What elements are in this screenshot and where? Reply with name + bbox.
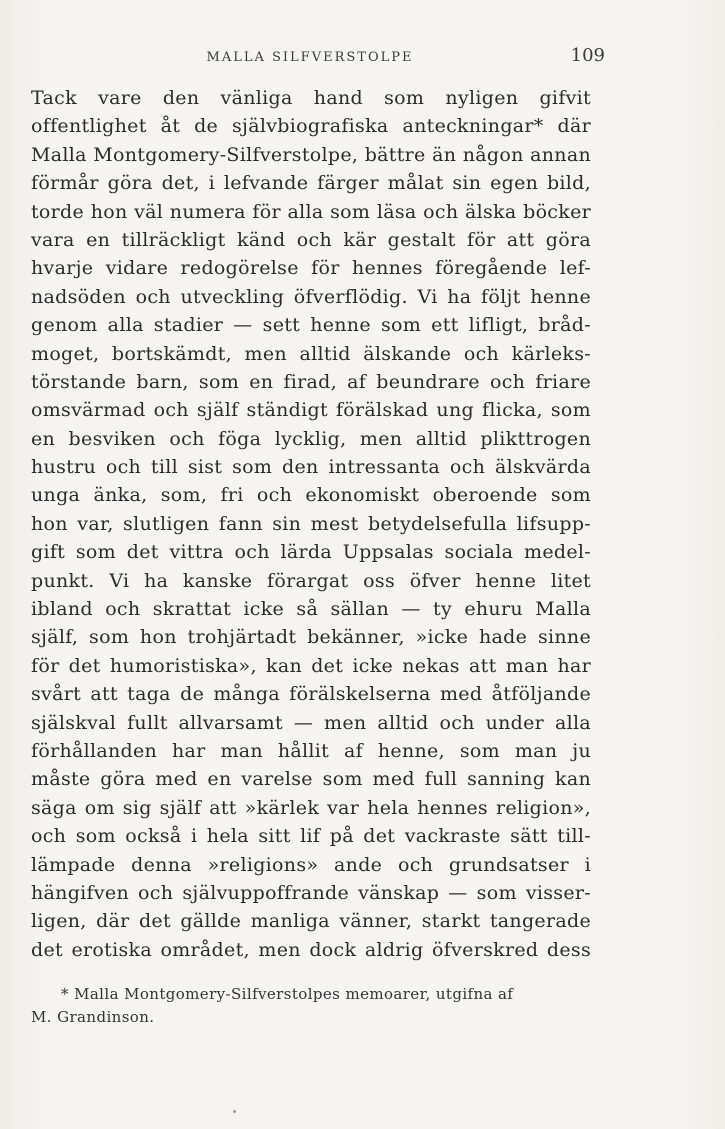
text-line: säga om sig själf att »kärlek var hela hennes religion», [31,796,591,819]
text-line: en besviken och föga lycklig, men alltid plikttrogen [31,427,591,450]
text-line: och som också i hela sitt lif på det vackraste sätt till- [31,825,591,848]
text-line: unga änka, som, fri och ekonomiskt oberoende som [31,484,591,507]
text-line: punkt. Vi ha kanske förargat oss öfver henne litet [31,569,591,592]
text-line: det erotiska området, men dock aldrig öfverskred dess [31,938,591,961]
text-line: själskval fullt allvarsamt — men alltid och under alla [31,711,591,734]
text-line: själf, som hon trohjärtadt bekänner, »icke hade sinne [31,626,591,649]
text-line: omsvärmad och själf ständigt förälskad ung flicka, som [31,399,591,422]
text-line: ibland och skrattat icke så sällan — ty ehuru Malla [31,598,591,621]
text-line: lämpade denna »religions» ande och grundsatser i [31,853,591,876]
text-line: moget, bortskämdt, men alltid älskande och kärleks- [31,342,591,365]
running-head: MALLA SILFVERSTOLPE [206,50,414,65]
text-line: Malla Montgomery-Silfverstolpe, bättre än någon annan [31,143,591,166]
text-line: gift som det vittra och lärda Uppsalas sociala medel- [31,541,591,564]
paper-speck [233,1110,236,1113]
text-line: för det humoristiska», kan det icke nekas att man har [31,654,591,677]
body-text [31,84,591,964]
text-line: förmår göra det, i lefvande färger målat sin egen bild, [31,172,591,195]
text-line: ligen, där det gällde manliga vänner, starkt tangerade [31,910,591,933]
text-line: Tack vare den vänliga hand som nyligen gifvit [31,87,591,109]
text-line: förhållanden har man hållit af henne, som man ju [31,739,591,762]
text-line: törstande barn, som en firad, af beundrare och friare [31,370,591,393]
text-line: torde hon väl numera för alla som läsa och älska böcker [31,200,591,223]
text-line: hvarje vidare redogörelse för hennes föregående lef- [31,257,591,280]
footnote [31,983,591,1029]
text-line: svårt att taga de många förälskelserna med åtföljande [31,683,591,706]
footnote-line: * Malla Montgomery-Silfverstolpes memoarer, utgifna af [61,985,514,1003]
text-line: genom alla stadier — sett henne som ett lifligt, bråd- [31,314,591,337]
text-line: nadsöden och utveckling öfverflödig. Vi ha följt henne [31,285,591,308]
text-line: hustru och till sist som den intressanta och älskvärda [31,456,591,479]
page-number: 109 [570,45,605,66]
footnote-line: M. Grandinson. [31,1008,155,1026]
text-line: offentlighet åt de självbiografiska anteckningar* där [31,115,591,138]
text-line: hängifven och självuppoffrande vänskap — som visser- [31,881,591,904]
text-line: måste göra med en varelse som med full sanning kan [31,768,591,791]
text-line: vara en tillräckligt känd och kär gestalt för att göra [31,228,591,251]
text-line: hon var, slutligen fann sin mest betydelsefulla lifsupp- [31,512,591,535]
